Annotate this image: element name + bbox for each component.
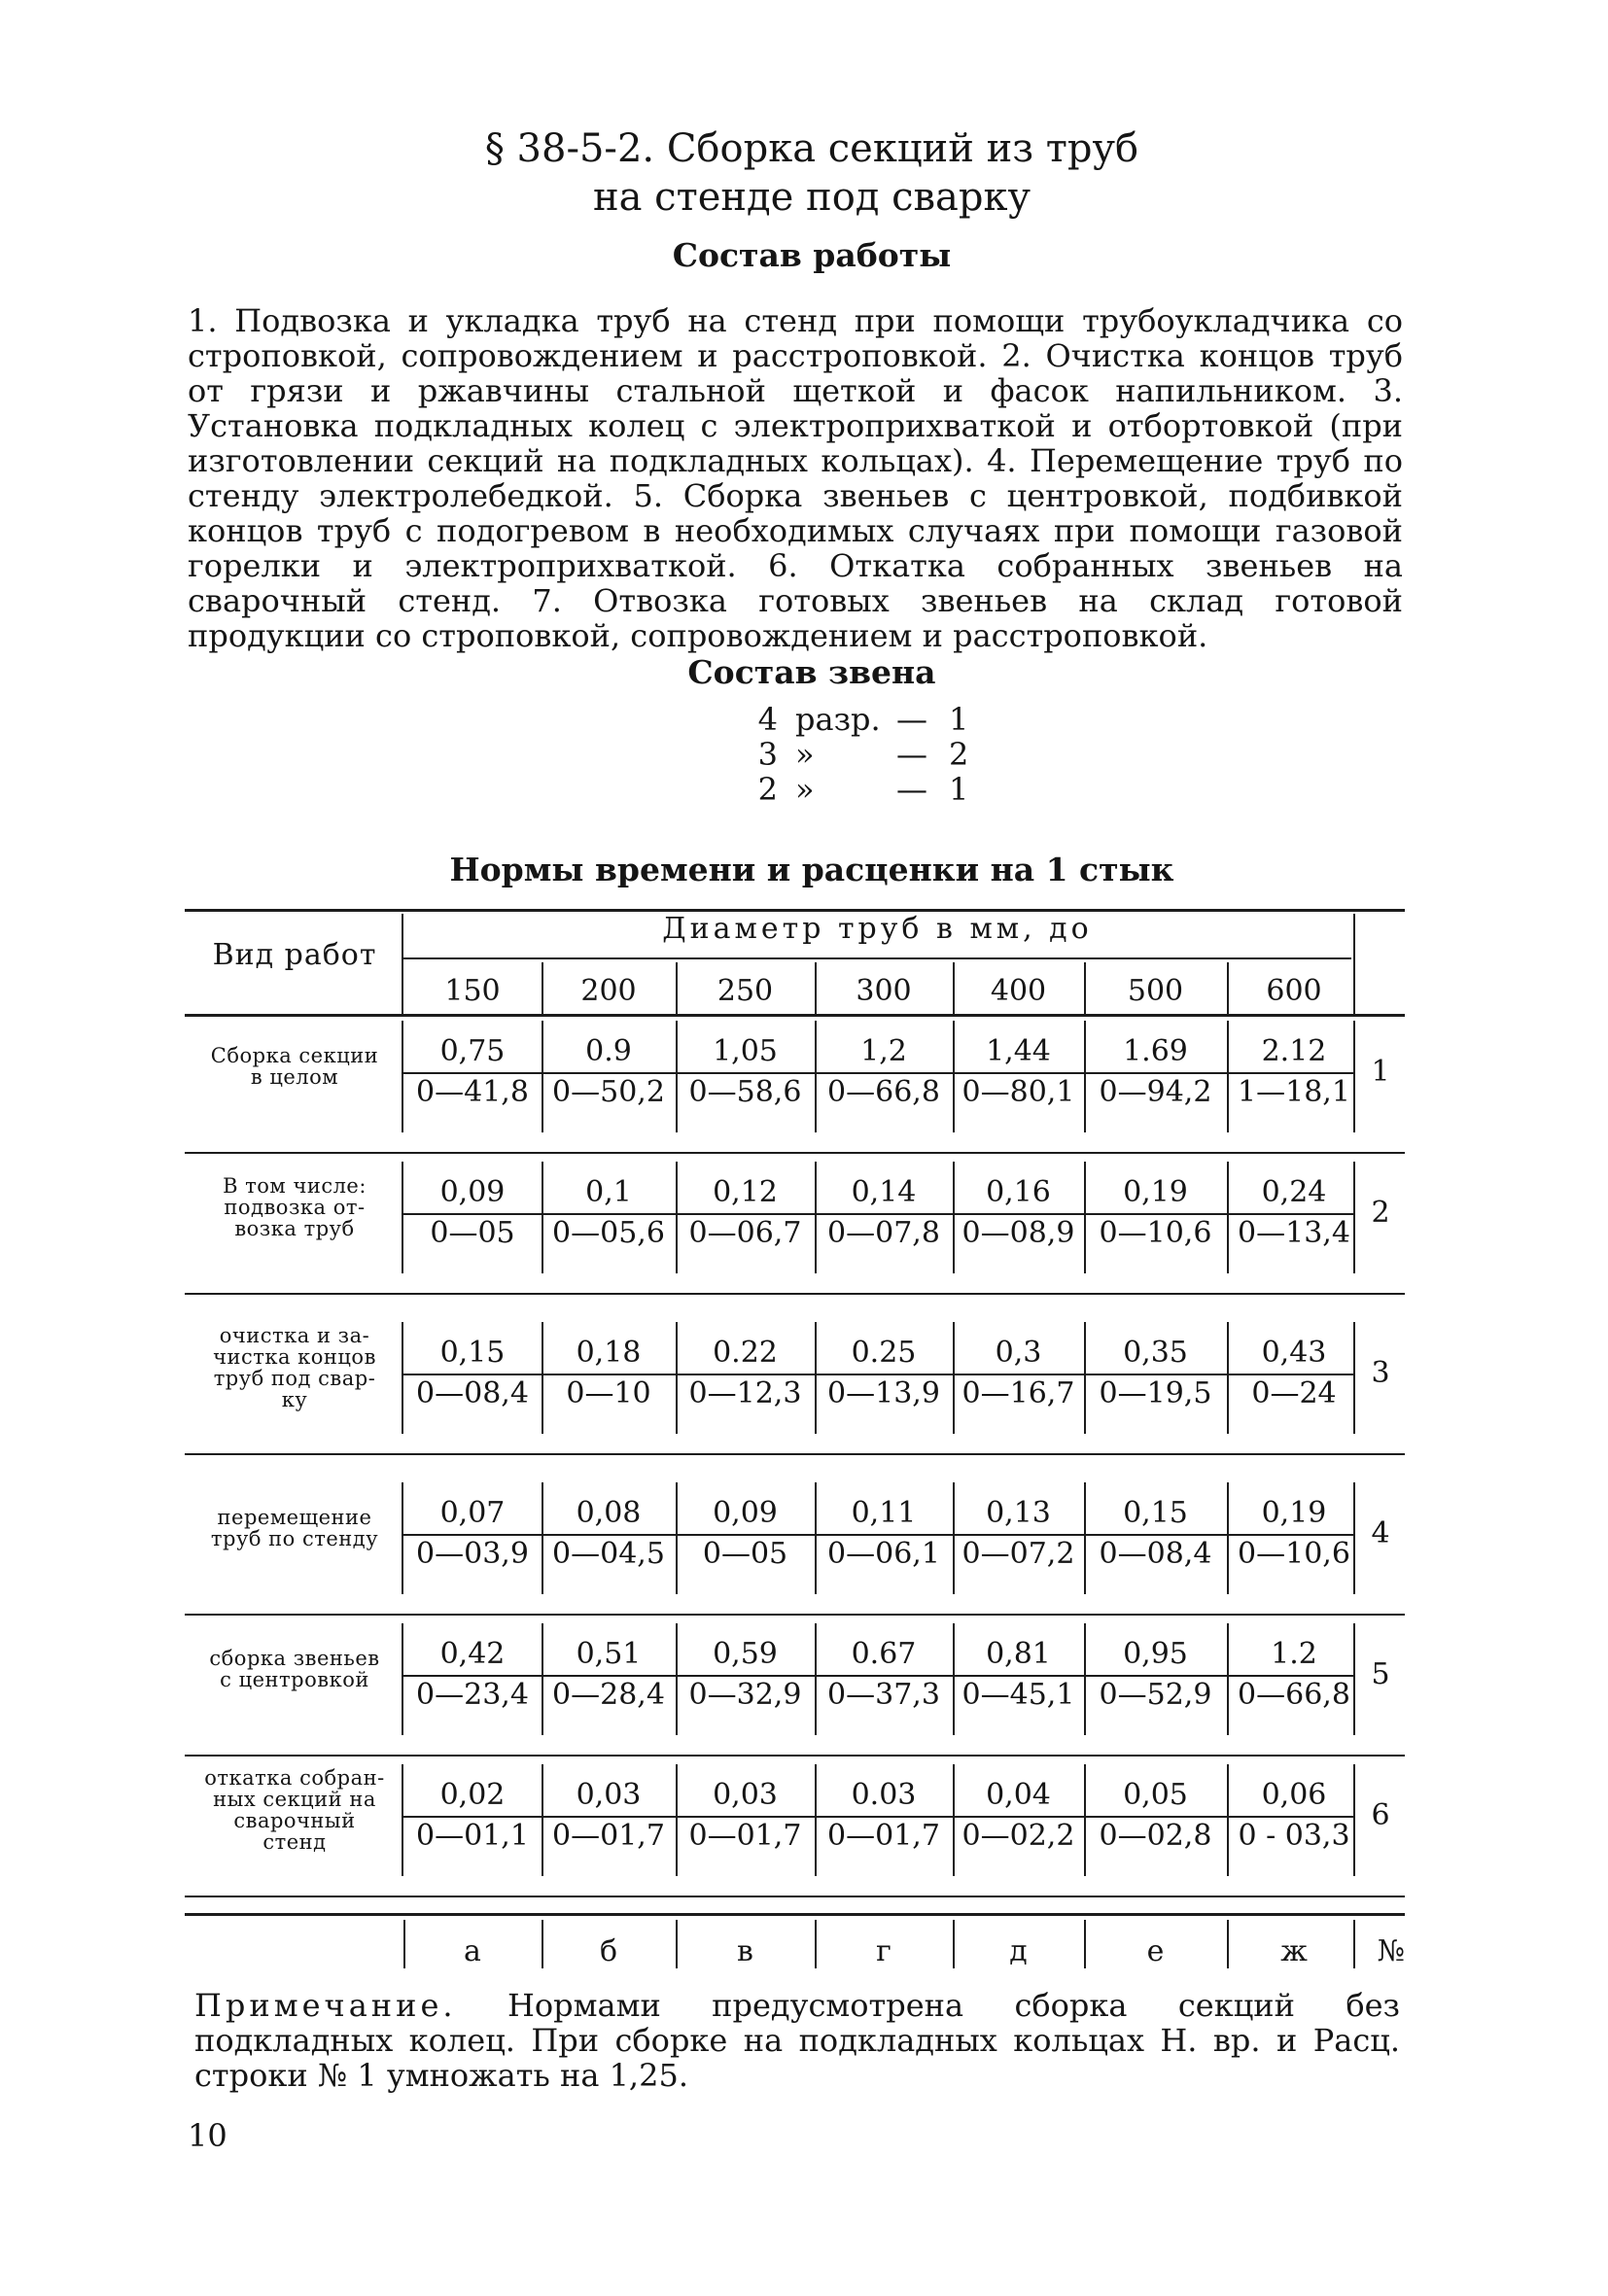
row-label-line: откатка собран- [204, 1766, 385, 1790]
fraction-rule [403, 1675, 1353, 1677]
time-norm: 0,15 [1123, 1496, 1188, 1530]
time-norm: 0.9 [585, 1034, 632, 1068]
column-letter: г [876, 1934, 891, 1968]
header-bottom-rule [185, 1014, 1405, 1017]
diameter-500: 500 [1127, 974, 1184, 1008]
diameter-rule [403, 957, 1351, 959]
row-label-line: с центровкой [220, 1668, 369, 1691]
time-norm: 1,2 [860, 1034, 907, 1068]
rate-value: 0—08,4 [416, 1376, 529, 1410]
rate-value: 0—10,6 [1099, 1216, 1212, 1250]
diameter-header: Диаметр труб в мм, до [662, 912, 1093, 946]
rate-value: 0—32,9 [688, 1678, 802, 1712]
rate-value: 0—05 [430, 1216, 515, 1250]
rate-value: 0—04,5 [552, 1537, 665, 1571]
time-norm: 0,05 [1123, 1778, 1188, 1812]
row-label-line: возка труб [234, 1217, 355, 1240]
table-column-rule [953, 962, 955, 1014]
time-norm: 0,43 [1261, 1336, 1327, 1370]
time-norm: 0,18 [576, 1336, 642, 1370]
column-letter: д [1009, 1934, 1028, 1968]
rate-value: 0—41,8 [416, 1075, 529, 1109]
table-top-rule [185, 909, 1405, 912]
time-norm: 0,02 [439, 1778, 506, 1812]
row-label [188, 1507, 402, 1549]
row-label-line: сборка звеньев [209, 1647, 380, 1670]
time-norm: 0,09 [439, 1175, 506, 1209]
rate-value: 0—03,9 [416, 1537, 529, 1571]
rate-value: 0—02,2 [961, 1819, 1075, 1853]
rate-value: 0—50,2 [552, 1075, 665, 1109]
rate-value: 0—07,2 [961, 1537, 1075, 1571]
time-norm: 0,03 [576, 1778, 642, 1812]
rate-value: 0—01,7 [688, 1819, 802, 1853]
row-label [188, 1325, 402, 1410]
column-letter: ж [1280, 1934, 1308, 1968]
rate-value: 0—23,4 [416, 1678, 529, 1712]
crew-count: 2 [949, 736, 969, 773]
rate-value: 0—05 [702, 1537, 788, 1571]
time-norm: 0,03 [713, 1778, 778, 1812]
row-separator [185, 1755, 1405, 1757]
column-letter: а [464, 1934, 481, 1968]
crew-dash: — [896, 736, 927, 773]
row-label-line: Сборка секции [210, 1044, 379, 1067]
time-norm: 0,04 [986, 1778, 1051, 1812]
time-norm: 0.03 [851, 1778, 917, 1812]
diameter-300: 300 [856, 974, 912, 1008]
row-separator [185, 1896, 1405, 1897]
rate-value: 0—66,8 [827, 1075, 940, 1109]
time-norm: 0,35 [1123, 1336, 1188, 1370]
table-column-rule [1227, 962, 1229, 1014]
section-title-line2: на стенде под сварку [592, 175, 1031, 220]
crew-heading: Состав звена [687, 653, 936, 691]
rate-value: 0—28,4 [552, 1678, 665, 1712]
rate-value: 0—06,7 [688, 1216, 802, 1250]
row-number: 3 [1371, 1356, 1390, 1390]
fraction-rule [403, 1534, 1353, 1536]
time-norm: 0,14 [851, 1175, 917, 1209]
number-header: № [1377, 1934, 1406, 1968]
table-bottom-rule [185, 1913, 1405, 1916]
crew-unit: » [795, 771, 815, 808]
row-label-line: труб по стенду [210, 1527, 379, 1550]
row-number: 1 [1371, 1055, 1390, 1089]
rate-value: 0—01,7 [552, 1819, 665, 1853]
letter-rule [953, 1920, 955, 1968]
time-norm: 0,16 [986, 1175, 1051, 1209]
crew-grade: 4 [757, 701, 778, 738]
row-label [188, 1045, 402, 1088]
rate-value: 0—52,9 [1099, 1678, 1212, 1712]
row-number: 6 [1371, 1798, 1390, 1832]
table-column-rule [542, 962, 543, 1014]
work-composition-heading: Состав работы [672, 236, 952, 274]
crew-grade: 3 [757, 736, 778, 773]
rate-value: 0—10,6 [1238, 1537, 1350, 1571]
time-norm: 0.22 [713, 1336, 778, 1370]
rate-value: 0—05,6 [552, 1216, 665, 1250]
time-norm: 0,07 [439, 1496, 506, 1530]
row-label [188, 1767, 402, 1853]
letter-rule [676, 1920, 678, 1968]
time-norm: 0,11 [851, 1496, 917, 1530]
crew-dash: — [896, 771, 927, 808]
rate-value: 0—58,6 [688, 1075, 802, 1109]
rate-value: 0—37,3 [827, 1678, 940, 1712]
crew-dash: — [896, 701, 927, 738]
rate-value: 0—80,1 [961, 1075, 1075, 1109]
column-letter: в [737, 1934, 753, 1968]
diameter-400: 400 [990, 974, 1047, 1008]
row-separator [185, 1614, 1405, 1616]
crew-unit: » [795, 736, 815, 773]
page-number: 10 [188, 2117, 227, 2154]
row-label-line: стенд [262, 1830, 327, 1854]
row-label-line: сварочный [233, 1809, 356, 1832]
letter-rule [1227, 1920, 1229, 1968]
time-norm: 0,06 [1261, 1778, 1327, 1812]
row-label-line: перемещение [217, 1506, 372, 1529]
rate-value: 0—10 [566, 1376, 651, 1410]
crew-unit: разр. [795, 701, 881, 738]
fraction-rule [403, 1072, 1353, 1074]
row-separator [185, 1453, 1405, 1455]
diameter-200: 200 [580, 974, 637, 1008]
row-label-line: в целом [250, 1065, 339, 1089]
time-norm: 0.67 [851, 1637, 917, 1671]
rate-value: 0—24 [1251, 1376, 1337, 1410]
row-label-line: очистка и за- [219, 1324, 370, 1347]
rate-value: 0 - 03,3 [1238, 1819, 1350, 1853]
row-number: 2 [1371, 1196, 1390, 1230]
row-label [188, 1175, 402, 1239]
note-text: Нормами предусмотрена сборка секций без подкладных колец. При сборке на подкладных кольцах Н. вр. и Расц. строки № 1 умножать на 1,25. [194, 1987, 1400, 2094]
diameter-150: 150 [444, 974, 501, 1008]
table-column-rule [815, 962, 817, 1014]
rate-value: 0—19,5 [1099, 1376, 1212, 1410]
time-norm: 1.69 [1123, 1034, 1188, 1068]
column-letter: б [599, 1934, 618, 1968]
fraction-rule [403, 1213, 1353, 1215]
rate-value: 0—16,7 [961, 1376, 1075, 1410]
letter-rule [815, 1920, 817, 1968]
rate-value: 0—08,9 [961, 1216, 1075, 1250]
rate-value: 0—07,8 [827, 1216, 940, 1250]
time-norm: 0,08 [576, 1496, 642, 1530]
note-label: Примечание. [194, 1987, 457, 2024]
row-number: 4 [1371, 1516, 1390, 1550]
fraction-rule [403, 1374, 1353, 1375]
rate-value: 0—01,1 [416, 1819, 529, 1853]
rate-value: 0—08,4 [1099, 1537, 1212, 1571]
row-number: 5 [1371, 1657, 1390, 1691]
diameter-600: 600 [1266, 974, 1322, 1008]
time-norm: 0,95 [1123, 1637, 1188, 1671]
work-type-header: Вид работ [212, 938, 377, 972]
note [194, 1988, 1400, 2093]
rate-value: 0—06,1 [827, 1537, 940, 1571]
time-norm: 0,15 [439, 1336, 506, 1370]
time-norm: 2.12 [1261, 1034, 1327, 1068]
row-label-line: чистка концов [213, 1345, 376, 1369]
letter-rule [1084, 1920, 1086, 1968]
time-norm: 0,51 [576, 1637, 642, 1671]
time-norm: 0,12 [713, 1175, 778, 1209]
work-composition-text: 1. Подвозка и укладка труб на стенд при помощи трубоукладчика со строповкой, сопровождением и расстроповкой. 2. Очистка концов труб от грязи и ржавчины стальной щеткой и фасок напильником. 3. Установка подкладных колец с электроприхваткой и отбортовкой (при изготовлении секций на подкладных кольцах). 4. Перемещение труб по стенду электролебедкой. 5. Сборка звеньев с центровкой, подбивкой концов труб с подогревом в необходимых случаях при помощи газовой горелки и электроприхваткой. 6. Откатка собранных звеньев на сварочный стенд. 7. Отвозка готовых звеньев на склад готовой продукции со строповкой, сопровождением и расстроповкой. [188, 302, 1403, 654]
row-label-line: труб под свар- [213, 1367, 376, 1390]
letter-rule [542, 1920, 543, 1968]
time-norm: 0,09 [713, 1496, 778, 1530]
table-column-rule [1084, 962, 1086, 1014]
time-norm: 1,05 [713, 1034, 778, 1068]
rate-value: 0—01,7 [827, 1819, 940, 1853]
norms-heading: Нормы времени и расценки на 1 стык [449, 851, 1174, 888]
section-title-line1: § 38-5-2. Сборка секций из труб [484, 126, 1139, 171]
diameter-250: 250 [717, 974, 774, 1008]
table-column-rule [676, 962, 678, 1014]
letter-rule [1353, 1920, 1355, 1968]
row-label-line: ку [281, 1388, 308, 1411]
time-norm: 0,75 [439, 1034, 506, 1068]
rate-value: 0—13,4 [1238, 1216, 1350, 1250]
time-norm: 0,59 [713, 1637, 778, 1671]
time-norm: 1.2 [1271, 1637, 1317, 1671]
letter-rule [403, 1920, 405, 1968]
row-label-line: подвозка от- [224, 1196, 366, 1219]
time-norm: 1,44 [986, 1034, 1051, 1068]
time-norm: 0.25 [851, 1336, 917, 1370]
crew-count: 1 [949, 771, 969, 808]
column-letter: е [1146, 1934, 1165, 1968]
rate-value: 0—13,9 [827, 1376, 940, 1410]
rate-value: 0—94,2 [1099, 1075, 1212, 1109]
rate-value: 1—18,1 [1238, 1075, 1350, 1109]
time-norm: 0,19 [1261, 1496, 1327, 1530]
time-norm: 0,13 [986, 1496, 1051, 1530]
time-norm: 0,3 [995, 1336, 1042, 1370]
row-separator [185, 1152, 1405, 1154]
rate-value: 0—45,1 [961, 1678, 1075, 1712]
crew-count: 1 [949, 701, 969, 738]
time-norm: 0,1 [585, 1175, 632, 1209]
time-norm: 0,81 [986, 1637, 1051, 1671]
time-norm: 0,42 [439, 1637, 506, 1671]
crew-grade: 2 [757, 771, 778, 808]
row-label [188, 1648, 402, 1690]
time-norm: 0,24 [1261, 1175, 1327, 1209]
row-label-line: В том числе: [223, 1174, 367, 1198]
row-label-line: ных секций на [213, 1788, 376, 1811]
row-separator [185, 1293, 1405, 1295]
time-norm: 0,19 [1123, 1175, 1188, 1209]
rate-value: 0—02,8 [1099, 1819, 1212, 1853]
rate-value: 0—66,8 [1238, 1678, 1350, 1712]
rate-value: 0—12,3 [688, 1376, 802, 1410]
fraction-rule [403, 1816, 1353, 1818]
